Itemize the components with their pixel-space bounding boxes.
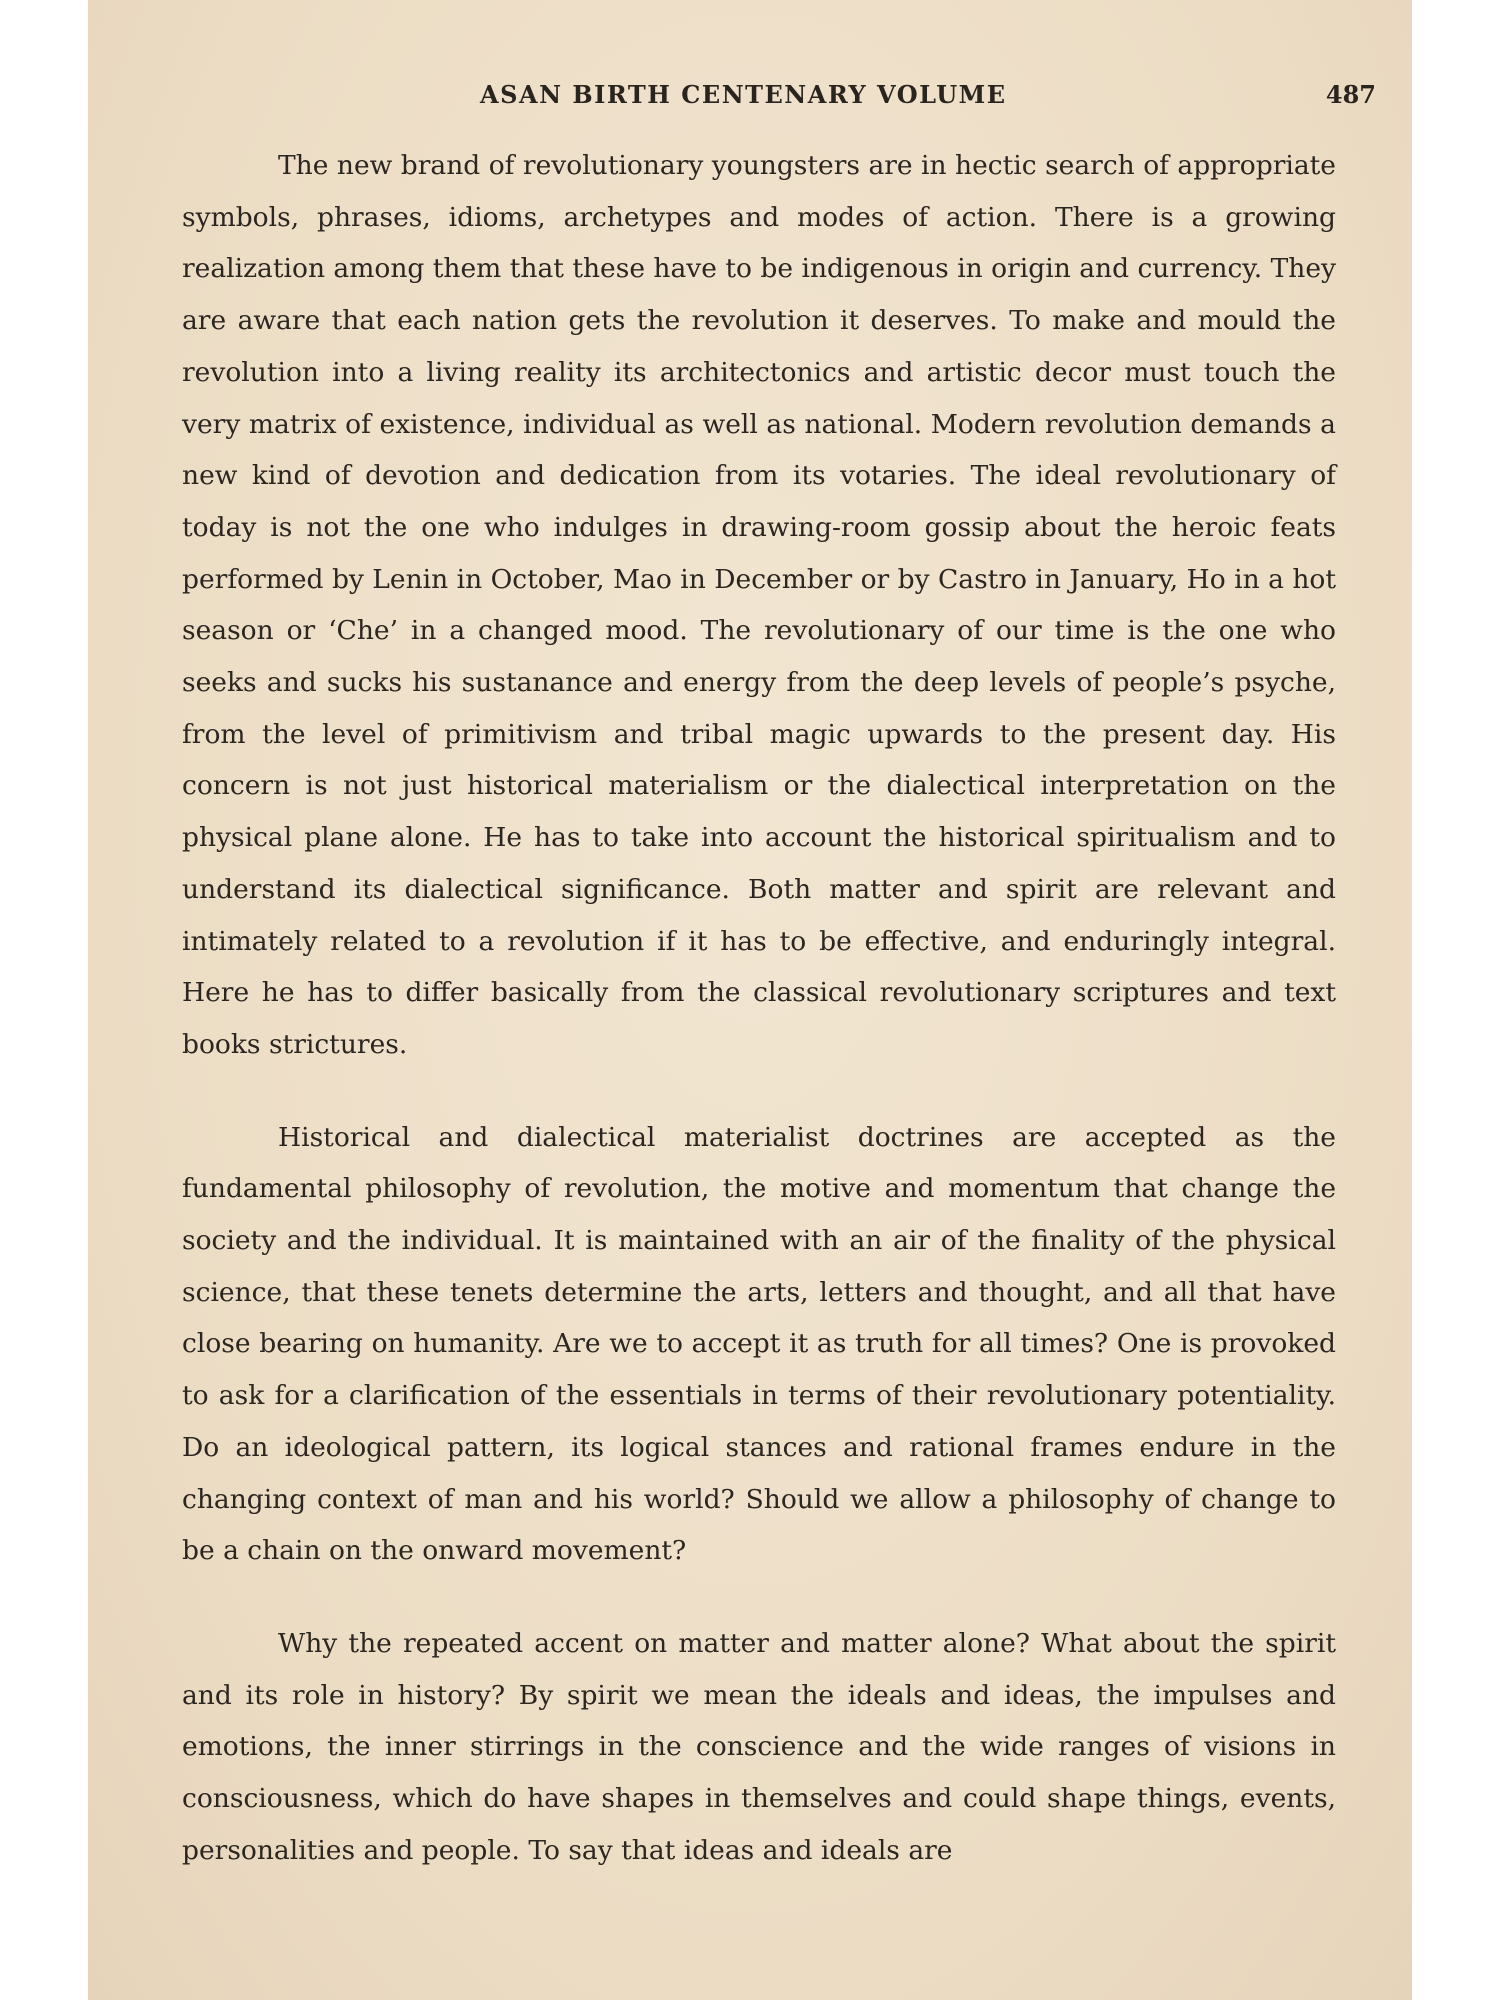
paragraph-1: The new brand of revolutionary youngsters are in hectic search of appropriate symbols, phrases, idioms, archetypes and modes of action. There is a growing realization among them that these have to be indigenous in origin and currency. They are aware that each nation gets the revolution it deserves. To make and mould the revolution into a living reality its architectonics and artistic decor must touch the very matrix of existence, individual as well as national. Modern revolution demands a new kind of devotion and dedication from its votaries. The ideal revolutionary of today is not the one who indulges in drawing-room gossip about the heroic feats performed by Lenin in October, Mao in December or by Castro in January, Ho in a hot season or ‘Che’ in a changed mood. The revolutionary of our time is the one who seeks and sucks his sustanance and energy from the deep levels of people’s psyche, from the level of primitivism and tribal magic upwards to the present day. His concern is not just historical materialism or the dialectical interpretation on the physical plane alone. He has to take into account the historical spiritualism and to understand its dialectical significance. Both matter and spirit are relevant and intimately related to a revolution if it has to be effective, and enduringly integral. Here he has to differ basically from the classical revolutionary scriptures and text books strictures. xyxy=(182,150,1337,1060)
paragraph-3: Why the repeated accent on matter and matter alone? What about the spirit and its role in history? By spirit we mean the ideals and ideas, the impulses and emotions, the inner stirrings in the conscience and the wide ranges of visions in consciousness, which do have shapes in themselves and could shape things, events, personalities and people. To say that ideas and ideals are xyxy=(182,1627,1336,1866)
body-text xyxy=(182,140,1336,1877)
running-header xyxy=(88,80,1412,116)
paragraph-2: Historical and dialectical materialist doctrines are accepted as the fundamental philosophy of revolution, the motive and momentum that change the society and the individual. It is maintained with an air of the finality of the physical science, that these tenets determine the arts, letters and thought, and all that have close bearing on humanity. Are we to accept it as truth for all times? One is provoked to ask for a clarification of the essentials in terms of their revolutionary potentiality. Do an ideological pattern, its logical stances and rational frames endure in the changing context of man and his world? Should we allow a philosophy of change to be a chain on the onward movement? xyxy=(182,1121,1336,1567)
running-title: ASAN BIRTH CENTENARY VOLUME xyxy=(480,80,1007,109)
page-number: 487 xyxy=(1325,80,1376,109)
book-page xyxy=(88,0,1412,2000)
